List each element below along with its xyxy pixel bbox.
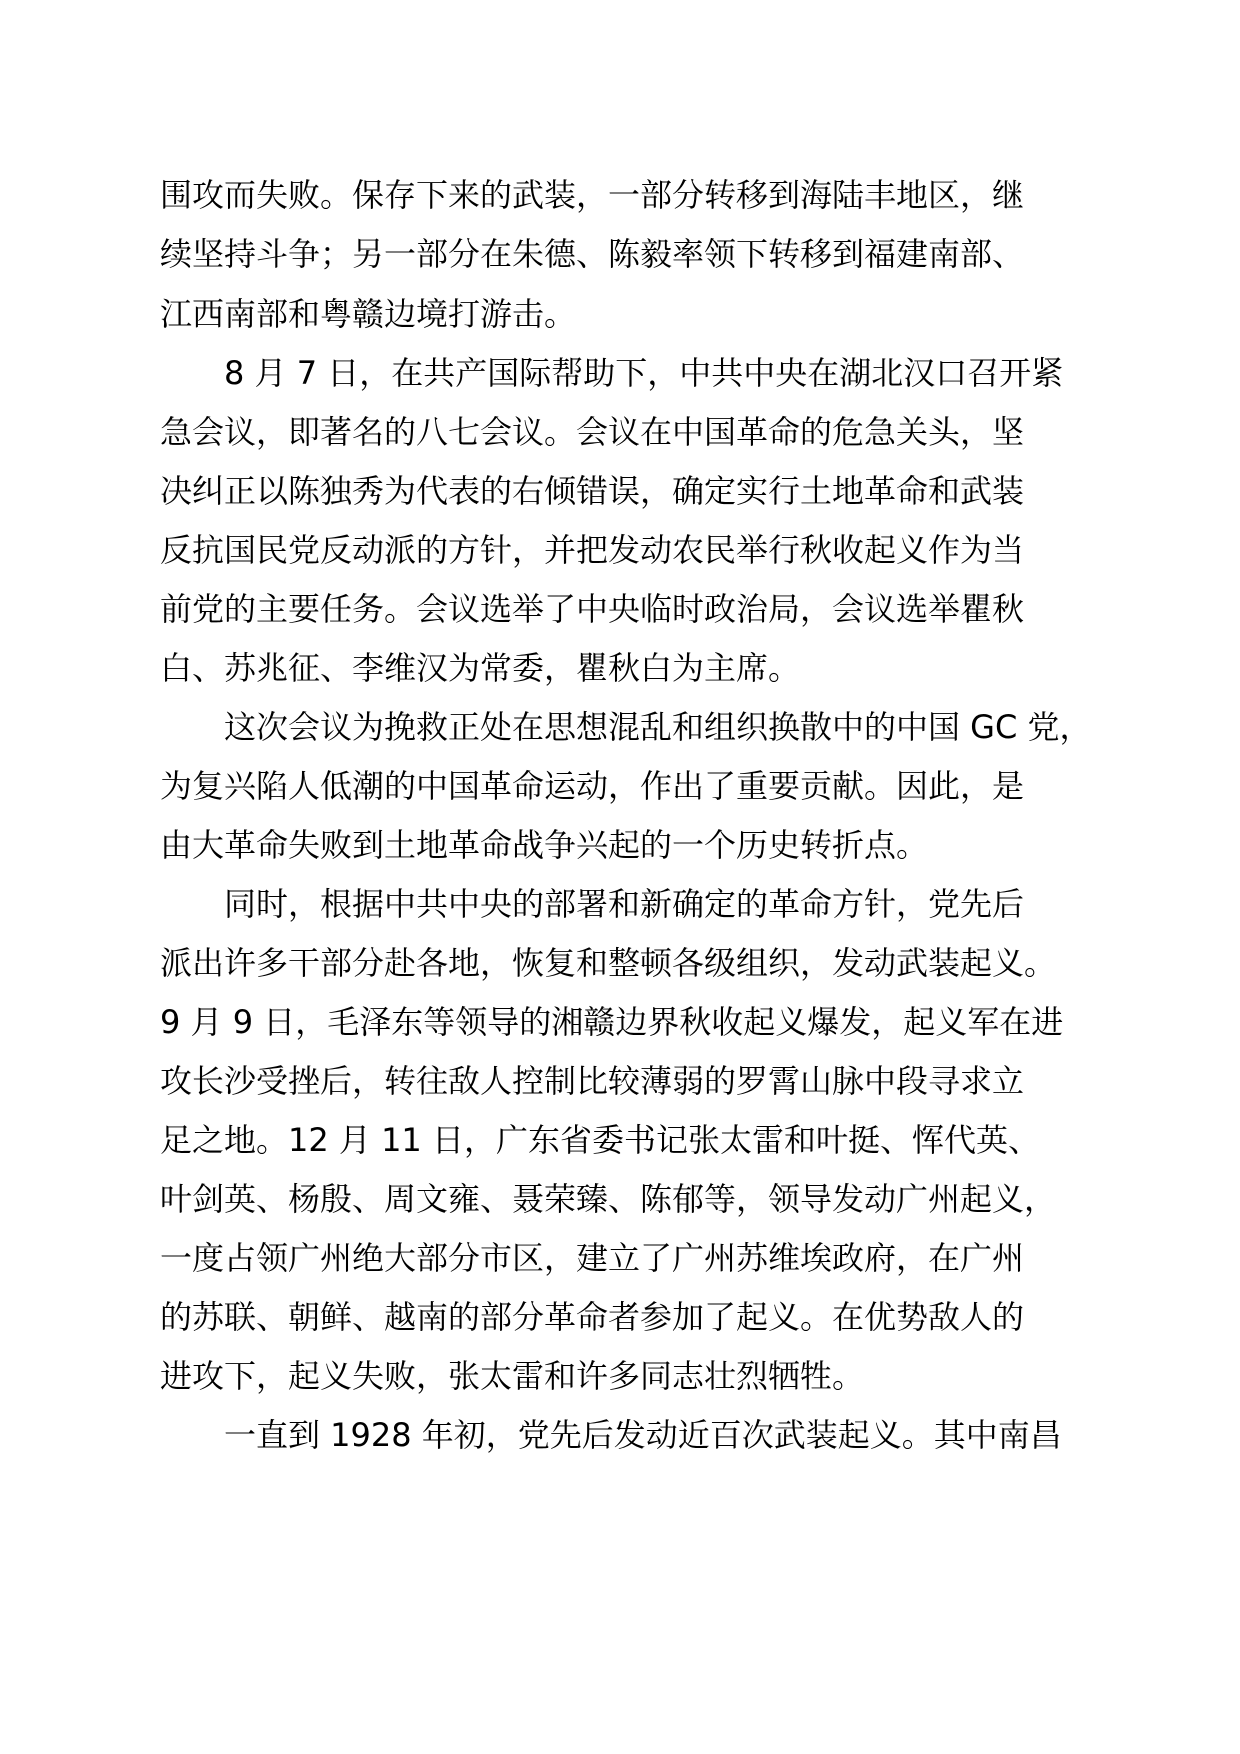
paragraph-line: 续坚持斗争；另一部分在朱德、陈毅率领下转移到福建南部、 xyxy=(160,235,1025,273)
paragraph-line: 攻长沙受挫后，转往敌人控制比较薄弱的罗霄山脉中段寻求立 xyxy=(160,1062,1025,1100)
paragraph-line: 派出许多干部分赴各地，恢复和整顿各级组织，发动武装起义。 xyxy=(160,944,1057,982)
paragraph-line: 前党的主要任务。会议选举了中央临时政治局，会议选举瞿秋 xyxy=(160,590,1025,628)
paragraph-line: 叶剑英、杨殷、周文雍、聂荣臻、陈郁等，领导发动广州起义， xyxy=(160,1180,1057,1218)
paragraph-line: 同时，根据中共中央的部署和新确定的革命方针，党先后 xyxy=(224,885,1025,923)
paragraph-line: 的苏联、朝鲜、越南的部分革命者参加了起义。在优势敌人的 xyxy=(160,1298,1025,1336)
paragraph-line: 决纠正以陈独秀为代表的右倾错误，确定实行土地革命和武装 xyxy=(160,472,1025,510)
paragraph-line: 9 月 9 日，毛泽东等领导的湘赣边界秋收起义爆发，起义军在进 xyxy=(160,1003,1064,1041)
paragraph-line: 江西南部和粤赣边境打游击。 xyxy=(160,295,577,333)
paragraph-line: 围攻而失败。保存下来的武装，一部分转移到海陆丰地区，继 xyxy=(160,176,1025,214)
paragraph-line: 急会议，即著名的八七会议。会议在中国革命的危急关头，坚 xyxy=(160,413,1025,451)
paragraph-line: 足之地。12 月 11 日，广东省委书记张太雷和叶挺、恽代英、 xyxy=(160,1121,1040,1159)
paragraph-line: 白、苏兆征、李维汉为常委，瞿秋白为主席。 xyxy=(160,649,801,687)
paragraph-line: 进攻下，起义失败，张太雷和许多同志壮烈牺牲。 xyxy=(160,1357,865,1395)
paragraph-line: 一直到 1928 年初，党先后发动近百次武装起义。其中南昌 xyxy=(224,1416,1062,1454)
paragraph-line: 为复兴陷人低潮的中国革命运动，作出了重要贡献。因此，是 xyxy=(160,767,1025,805)
paragraph-line: 这次会议为挽救正处在思想混乱和组织换散中的中国 GC 党， xyxy=(224,708,1092,746)
paragraph-line: 由大革命失败到土地革命战争兴起的一个历史转折点。 xyxy=(160,826,929,864)
paragraph-line: 反抗国民党反动派的方针，并把发动农民举行秋收起义作为当 xyxy=(160,531,1025,569)
paragraph-line: 一度占领广州绝大部分市区，建立了广州苏维埃政府，在广州 xyxy=(160,1239,1025,1277)
paragraph-line: 8 月 7 日，在共产国际帮助下，中共中央在湖北汉口召开紧 xyxy=(224,354,1064,392)
